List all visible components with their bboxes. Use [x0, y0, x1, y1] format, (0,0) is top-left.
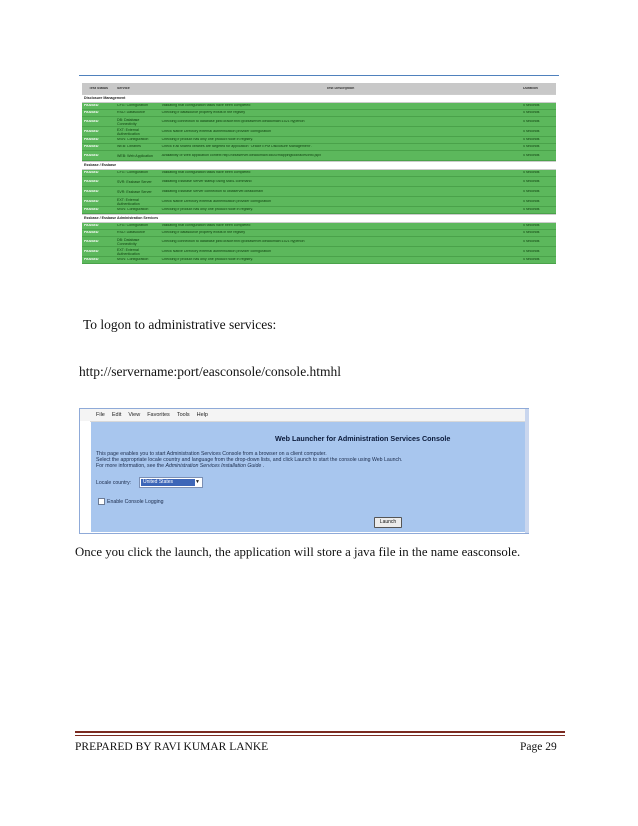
- table-row: [82, 247, 556, 257]
- table-row: [82, 137, 556, 144]
- status-cell: PASSED: [84, 119, 99, 123]
- table-row: [82, 127, 556, 137]
- description-line-1: This page enables you to start Administration Services Console from a browser on a client computer.: [96, 451, 327, 457]
- report-header-row: [82, 83, 556, 94]
- line3-suffix: .: [261, 463, 265, 470]
- logon-instruction: To logon to administrative services:: [83, 317, 277, 332]
- header-status: Test Status: [88, 86, 109, 90]
- duration-cell: 0 seconds: [523, 153, 540, 157]
- table-row: [82, 117, 556, 127]
- description-cell: Checking if datasource property exists in the registry: [161, 231, 246, 235]
- service-cell: RSD: Datasource: [116, 111, 145, 115]
- description-line-3: [96, 463, 402, 469]
- status-cell: PASSED: [84, 224, 99, 228]
- status-cell: PASSED: [84, 111, 99, 115]
- service-cell: DB: Database Connectivity: [116, 117, 140, 126]
- description-cell: Check Native Directory external authentication provider configuration: [161, 199, 272, 203]
- locale-country-value: United States: [141, 479, 195, 486]
- description-cell: Validating Essbase Server connection to obiaserver.oleadomain: [161, 189, 263, 193]
- status-cell: PASSED: [84, 145, 99, 149]
- chevron-down-icon[interactable]: ▼: [195, 479, 200, 485]
- duration-cell: 0 seconds: [523, 249, 540, 253]
- header-description: Test Description: [326, 86, 355, 90]
- status-cell: PASSED: [84, 189, 99, 193]
- service-cell: CFG: Configuration: [116, 104, 148, 108]
- duration-cell: 0 seconds: [523, 208, 540, 212]
- duration-cell: 0 seconds: [523, 224, 540, 228]
- service-cell: EXT: External Authentication: [116, 247, 140, 256]
- table-row: [82, 144, 556, 151]
- table-row: [82, 257, 556, 264]
- locale-country-label: Locale country:: [96, 480, 132, 486]
- status-cell: PASSED: [84, 258, 99, 262]
- service-cell: SVR: Essbase Server: [116, 189, 152, 194]
- duration-cell: 0 seconds: [523, 189, 540, 193]
- table-row: [82, 207, 556, 214]
- launch-note: Once you click the launch, the application will store a java file in the name easconsole.: [75, 545, 521, 559]
- report-section-title: Essbase / Essbase Administration Services: [82, 214, 556, 223]
- header-service: Service: [116, 86, 130, 90]
- duration-cell: 0 seconds: [523, 171, 540, 175]
- duration-cell: 0 seconds: [523, 145, 540, 149]
- description-cell: Availability of Web application context http://obiaserver.oleadomain:8600/mappingtool/faces/info.jspx: [161, 153, 322, 157]
- table-row: [82, 170, 556, 177]
- duration-cell: 0 seconds: [523, 111, 540, 115]
- service-cell: CFG: Configuration: [116, 171, 148, 175]
- status-cell: PASSED: [84, 231, 99, 235]
- table-row: [82, 230, 556, 237]
- duration-cell: 0 seconds: [523, 104, 540, 108]
- description-cell: Validating that configuration tasks have been completed: [161, 224, 251, 228]
- duration-cell: 0 seconds: [523, 179, 540, 183]
- description-cell: Checking connection to database jdbc:oracle:thin:@obiaserver.oleadomain:1521:hyperion: [161, 239, 305, 243]
- duration-cell: 0 seconds: [523, 199, 540, 203]
- table-row: [82, 237, 556, 247]
- browser-left-strip: [80, 421, 90, 532]
- service-cell: WEB: Web Application: [116, 153, 153, 158]
- table-row: [82, 223, 556, 230]
- status-cell: PASSED: [84, 239, 99, 243]
- description-cell: Check Native Directory external authentication provider configuration: [161, 129, 272, 133]
- service-cell: MSN: Configuration: [116, 138, 149, 142]
- status-cell: PASSED: [84, 179, 99, 183]
- description-cell: Validating that configuration tasks have been completed: [161, 104, 251, 108]
- header-duration: Duration: [523, 86, 538, 90]
- console-logging-label: Enable Console Logging: [107, 498, 164, 505]
- top-rule: [79, 75, 559, 76]
- installation-guide-link: Administration Services Installation Guide: [165, 463, 262, 470]
- status-cell: PASSED: [84, 104, 99, 108]
- report-section-title: Essbase / Essbase: [82, 161, 556, 170]
- description-cell: Check Native Directory external authentication provider configuration: [161, 249, 272, 253]
- description-cell: Checking if product has only one product node in registry.: [161, 258, 253, 262]
- service-cell: EXT: External Authentication: [116, 197, 140, 206]
- status-cell: PASSED: [84, 199, 99, 203]
- browser-screenshot: [79, 408, 529, 534]
- status-cell: PASSED: [84, 249, 99, 253]
- table-row: [82, 110, 556, 117]
- console-logging-option[interactable]: [98, 498, 164, 505]
- menu-file[interactable]: File: [96, 412, 105, 418]
- description-cell: Checking if product has only one product node in registry.: [161, 138, 253, 142]
- browser-menubar: [80, 409, 528, 422]
- table-row: [82, 187, 556, 197]
- duration-cell: 0 seconds: [523, 258, 540, 262]
- service-cell: DB: Database Connectivity: [116, 237, 140, 246]
- web-launcher-page: [91, 422, 527, 532]
- service-cell: MSN: Configuration: [116, 258, 149, 262]
- duration-cell: 0 seconds: [523, 129, 540, 133]
- duration-cell: 0 seconds: [523, 239, 540, 243]
- line3-prefix: For more information, see the: [96, 463, 166, 470]
- status-cell: PASSED: [84, 171, 99, 175]
- status-cell: PASSED: [84, 129, 99, 133]
- description-cell: Checking if datasource property exists in the registry: [161, 111, 246, 115]
- description-cell: Validating Essbase Server startup using MaxL command: [161, 179, 252, 183]
- menu-favorites[interactable]: Favorites: [147, 412, 170, 418]
- menu-edit[interactable]: Edit: [111, 412, 122, 418]
- menu-view[interactable]: View: [128, 412, 141, 418]
- duration-cell: 0 seconds: [523, 138, 540, 142]
- service-cell: SVR: Essbase Server: [116, 179, 152, 184]
- web-launcher-description: [96, 451, 402, 470]
- menu-tools[interactable]: Tools: [176, 412, 190, 418]
- table-row: [82, 197, 556, 207]
- footer-rule-thick: [75, 731, 565, 733]
- duration-cell: 0 seconds: [523, 119, 540, 123]
- status-cell: PASSED: [84, 138, 99, 142]
- service-cell: WEB: Libraries: [116, 145, 141, 149]
- web-launcher-title: Web Launcher for Administration Services Console: [275, 434, 451, 443]
- locale-country-select[interactable]: [139, 477, 203, 488]
- duration-cell: 0 seconds: [523, 231, 540, 235]
- console-logging-checkbox[interactable]: [98, 498, 105, 505]
- service-cell: RSD: Datasource: [116, 231, 145, 235]
- description-cell: Check if all shared libraries are targeted for application "Oracle EPM Disclosure Management".: [161, 145, 313, 149]
- console-url: http://servername:port/easconsole/console.htmhl: [79, 364, 342, 379]
- browser-right-edge: [525, 409, 529, 533]
- description-line-2: Select the appropriate locale country and language from the drop-down lists, and click Launch to start the console using Web Launch.: [96, 457, 403, 464]
- report-section-title: Disclosure Management: [82, 94, 556, 103]
- launch-button[interactable]: Launch: [374, 517, 402, 528]
- menu-help[interactable]: Help: [196, 412, 208, 418]
- footer-page-number: Page 29: [520, 741, 557, 753]
- footer-rule-thin: [75, 735, 565, 736]
- description-cell: Checking if product has only one product node in registry.: [161, 208, 253, 212]
- validation-report-table: [82, 83, 556, 264]
- footer-author: PREPARED BY RAVI KUMAR LANKE: [75, 741, 269, 753]
- description-cell: Validating that configuration tasks have been completed: [161, 171, 251, 175]
- table-row: [82, 103, 556, 110]
- table-row: [82, 177, 556, 187]
- table-row: [82, 151, 556, 161]
- status-cell: PASSED: [84, 208, 99, 212]
- description-cell: Checking connection to database jdbc:oracle:thin:@obiaserver.oleadomain:1521:hyperion: [161, 119, 305, 123]
- status-cell: PASSED: [84, 153, 99, 157]
- service-cell: EXT: External Authentication: [116, 127, 140, 136]
- service-cell: CFG: Configuration: [116, 224, 148, 228]
- service-cell: MSN: Configuration: [116, 208, 149, 212]
